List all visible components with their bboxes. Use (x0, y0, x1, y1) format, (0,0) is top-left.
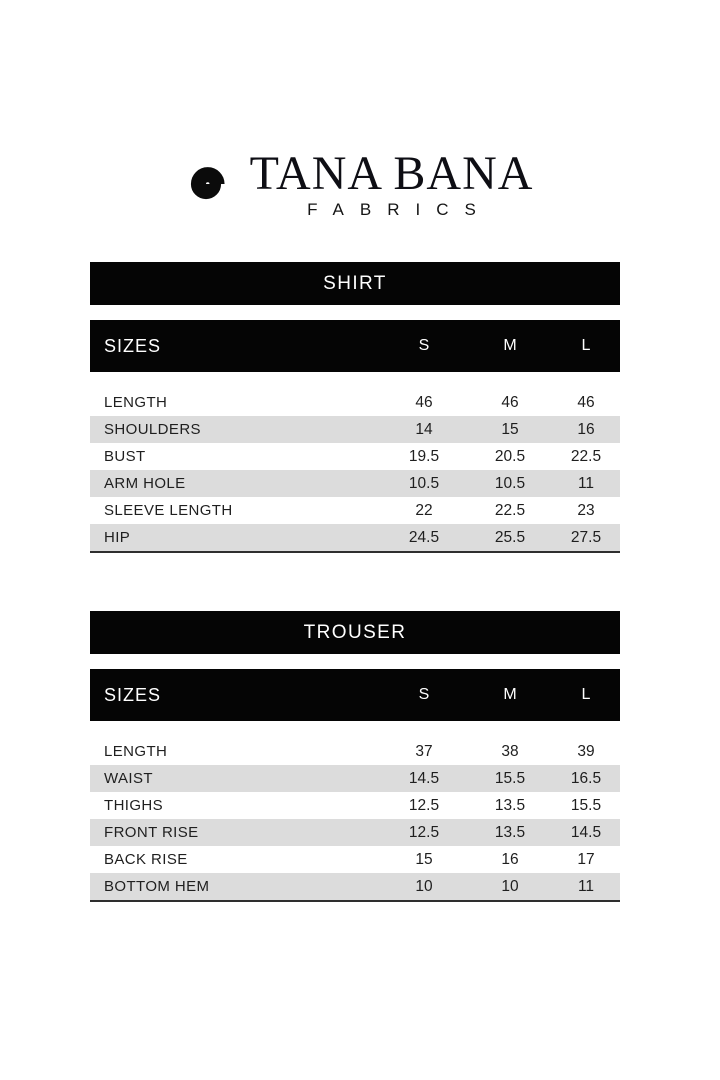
row-value-s: 22 (415, 501, 433, 519)
row-value-s: 12.5 (408, 796, 440, 814)
row-label: ARM HOLE (104, 475, 186, 492)
table-title: TROUSER (303, 621, 407, 643)
table-row (90, 765, 620, 792)
table-row (90, 819, 620, 846)
row-value-s: 37 (415, 742, 433, 760)
table-row (90, 846, 620, 873)
table-title-bar (90, 611, 620, 654)
row-value-s: 14 (415, 420, 433, 438)
column-header-m: M (503, 337, 517, 354)
row-value-l: 11 (577, 474, 595, 492)
row-value-m: 10.5 (494, 474, 526, 492)
table-title: SHIRT (323, 272, 387, 294)
row-label: LENGTH (104, 743, 168, 760)
sizes-label: SIZES (104, 335, 162, 356)
row-value-l: 46 (577, 393, 595, 411)
row-value-l: 27.5 (570, 528, 602, 546)
row-label: WAIST (104, 770, 153, 787)
row-label: SHOULDERS (104, 421, 201, 438)
row-value-m: 15.5 (494, 769, 526, 787)
row-value-s: 15 (415, 850, 433, 868)
table-title-bar (90, 262, 620, 305)
row-value-m: 25.5 (494, 528, 526, 546)
row-value-s: 24.5 (408, 528, 440, 546)
brand-subtitle: FABRICS (307, 199, 492, 219)
row-value-l: 16 (577, 420, 595, 438)
sizes-label: SIZES (104, 684, 162, 705)
table-header-row (90, 320, 620, 372)
row-value-m: 46 (501, 393, 519, 411)
row-value-s: 10.5 (408, 474, 440, 492)
brand-name: TANA BANA (249, 146, 534, 200)
table-row (90, 470, 620, 497)
content-column (90, 0, 620, 902)
row-label: BACK RISE (104, 851, 188, 868)
trouser-size-table (90, 611, 620, 902)
table-row (90, 738, 620, 765)
row-label: THIGHS (104, 797, 164, 814)
row-value-m: 13.5 (494, 823, 526, 841)
table-row (90, 389, 620, 416)
row-value-l: 15.5 (570, 796, 602, 814)
measurement-rows (90, 389, 620, 553)
row-label: HIP (104, 529, 131, 546)
table-row (90, 792, 620, 819)
row-value-l: 16.5 (570, 769, 602, 787)
row-value-m: 13.5 (494, 796, 526, 814)
table-row (90, 416, 620, 443)
shirt-size-table (90, 262, 620, 553)
row-value-m: 16 (501, 850, 519, 868)
column-header-m: M (503, 686, 517, 703)
table-row (90, 497, 620, 524)
row-value-s: 19.5 (408, 447, 440, 465)
row-value-m: 20.5 (494, 447, 526, 465)
column-header-l: L (581, 337, 591, 354)
row-value-l: 23 (577, 501, 595, 519)
row-value-s: 12.5 (408, 823, 440, 841)
row-value-m: 10 (501, 877, 519, 895)
measurement-rows (90, 738, 620, 902)
row-value-l: 17 (577, 850, 595, 868)
table-header-row (90, 669, 620, 721)
row-label: LENGTH (104, 394, 168, 411)
row-value-m: 15 (501, 420, 519, 438)
row-value-s: 14.5 (408, 769, 440, 787)
table-row (90, 443, 620, 470)
column-header-s: S (418, 337, 430, 354)
row-value-m: 22.5 (494, 501, 526, 519)
row-value-s: 10 (415, 877, 433, 895)
brand-text (249, 146, 534, 219)
row-label: BOTTOM HEM (104, 878, 210, 895)
row-value-s: 46 (415, 393, 433, 411)
row-label: FRONT RISE (104, 824, 199, 841)
row-label: SLEEVE LENGTH (104, 502, 233, 519)
row-value-m: 38 (501, 742, 519, 760)
table-row (90, 524, 620, 551)
spiral-logo-icon (177, 155, 235, 213)
row-value-l: 11 (577, 877, 595, 895)
row-value-l: 14.5 (570, 823, 602, 841)
column-header-s: S (418, 686, 430, 703)
row-label: BUST (104, 448, 146, 465)
brand-logo (90, 148, 620, 220)
column-header-l: L (581, 686, 591, 703)
row-value-l: 39 (577, 742, 595, 760)
row-value-l: 22.5 (570, 447, 602, 465)
table-row (90, 873, 620, 900)
